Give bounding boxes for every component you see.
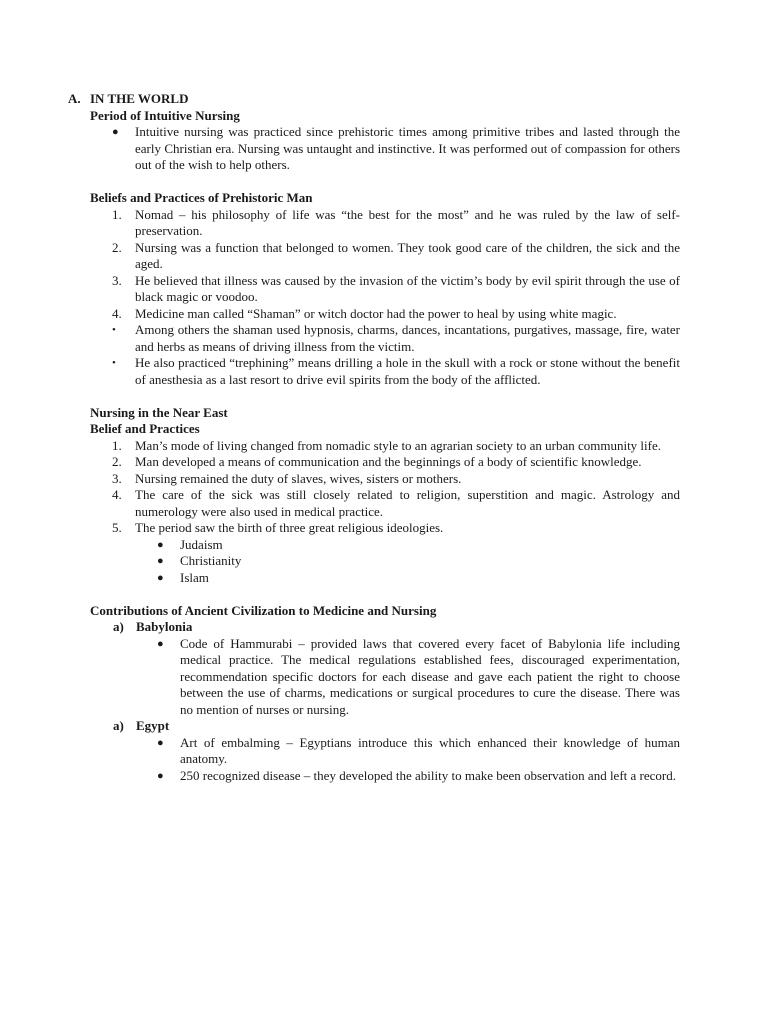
babylonia-label: Babylonia	[136, 619, 193, 634]
section-title: IN THE WORLD	[90, 91, 189, 106]
list-number: 1.	[112, 206, 122, 222]
list-item	[112, 124, 680, 174]
list-item	[112, 239, 680, 273]
list-item	[112, 355, 680, 388]
spacer	[68, 174, 680, 191]
list-item	[112, 322, 680, 355]
list-item-text: Among others the shaman used hypnosis, charms, dances, incantations, purgatives, massage, fire, water and herbs as means of driving illness from the victim.	[135, 322, 680, 354]
near-east-subtitle: Belief and Practices	[90, 421, 200, 436]
contributions-title: Contributions of Ancient Civilization to Medicine and Nursing	[90, 602, 437, 618]
list-item	[157, 553, 680, 570]
list-item-text: Nomad – his philosophy of life was “the best for the most” and he was ruled by the law of self-preservation.	[135, 206, 680, 238]
list-item-text: He also practiced “trephining” means drilling a hole in the skull with a rock or stone without the benefit of anesthesia as a last resort to drive evil spirits from the body of the afflicted.	[135, 355, 680, 387]
list-number: 1.	[112, 437, 122, 453]
list-item-text: Art of embalming – Egyptians introduce this which enhanced their knowledge of human anatomy.	[180, 734, 680, 766]
list-item	[157, 635, 680, 719]
list-item-text: He believed that illness was caused by the invasion of the victim’s body by evil spirit through the use of black magic or voodoo.	[135, 272, 680, 304]
list-number: 5.	[112, 520, 122, 535]
egypt-heading	[113, 718, 680, 735]
list-item	[157, 569, 680, 587]
section-label: A.	[68, 91, 81, 106]
list-item	[112, 272, 680, 306]
list-item-text: Medicine man called “Shaman” or witch doctor had the power to heal by using white magic.	[135, 305, 617, 321]
bullet-icon: ●	[157, 769, 164, 782]
document-content	[68, 91, 680, 784]
religion-label: Islam	[180, 569, 209, 585]
religion-label: Judaism	[180, 536, 223, 552]
religion-label: Christianity	[180, 553, 242, 568]
spacer	[68, 388, 680, 405]
spacer	[68, 586, 680, 603]
list-item	[112, 470, 680, 488]
list-item	[112, 454, 680, 471]
list-item	[112, 520, 680, 537]
list-item-text: 250 recognized disease – they developed the ability to make been observation and left a record.	[180, 767, 676, 783]
list-number: 3.	[112, 272, 122, 288]
bullet-icon: ●	[157, 538, 164, 551]
list-item-text: Man developed a means of communication and the beginnings of a body of scientific knowledge.	[135, 454, 642, 469]
list-item-text: The period saw the birth of three great religious ideologies.	[135, 520, 444, 535]
list-item-text: Man’s mode of living changed from nomadic style to an agrarian society to an urban community life.	[135, 437, 661, 453]
list-item-text: Nursing was a function that belonged to women. They took good care of the children, the sick and the aged.	[135, 239, 680, 271]
list-item	[157, 536, 680, 554]
list-number: 4.	[112, 487, 122, 502]
list-number: 3.	[112, 470, 122, 486]
list-item-text: Nursing remained the duty of slaves, wives, sisters or mothers.	[135, 470, 462, 486]
bullet-icon: ●	[157, 637, 164, 650]
egypt-label: Egypt	[136, 718, 170, 733]
intuitive-nursing-title: Period of Intuitive Nursing	[90, 107, 240, 123]
babylonia-heading	[113, 619, 680, 636]
bullet-icon: ●	[112, 126, 119, 138]
bullet-icon: •	[112, 324, 116, 336]
list-item	[157, 734, 680, 768]
list-number: 4.	[112, 305, 122, 321]
list-item	[157, 767, 680, 785]
bullet-icon: ●	[157, 571, 164, 584]
list-item-text: Intuitive nursing was practiced since prehistoric times among primitive tribes and lasted through the early Christian era. Nursing was untaught and instinctive. It was performed out of compassion for others out of the wish to help others.	[135, 124, 680, 172]
alpha-marker: a)	[113, 619, 124, 634]
list-item	[112, 305, 680, 323]
list-item	[112, 487, 680, 520]
list-item-text: Code of Hammurabi – provided laws that covered every facet of Babylonia life including medical practice. The medical regulations established fees, discouraged experimentation, recommendation specific doctors for each disease and gave each patient the right to choose between the use of charms, medications or surgical procedures to cure the disease. There was no mention of nurses or nursing.	[180, 635, 680, 717]
list-item	[112, 206, 680, 240]
near-east-title: Nursing in the Near East	[90, 404, 228, 420]
list-number: 2.	[112, 239, 122, 255]
section-heading	[68, 91, 680, 108]
bullet-icon: ●	[157, 736, 164, 749]
bullet-icon: ●	[157, 555, 164, 567]
list-item-text: The care of the sick was still closely related to religion, superstition and magic. Astrology and numerology were also used in medical practice.	[135, 487, 680, 519]
bullet-icon: •	[112, 357, 116, 369]
prehistoric-beliefs-title: Beliefs and Practices of Prehistoric Man	[90, 190, 313, 205]
list-item	[112, 437, 680, 455]
list-number: 2.	[112, 454, 122, 469]
alpha-marker: a)	[113, 718, 124, 733]
